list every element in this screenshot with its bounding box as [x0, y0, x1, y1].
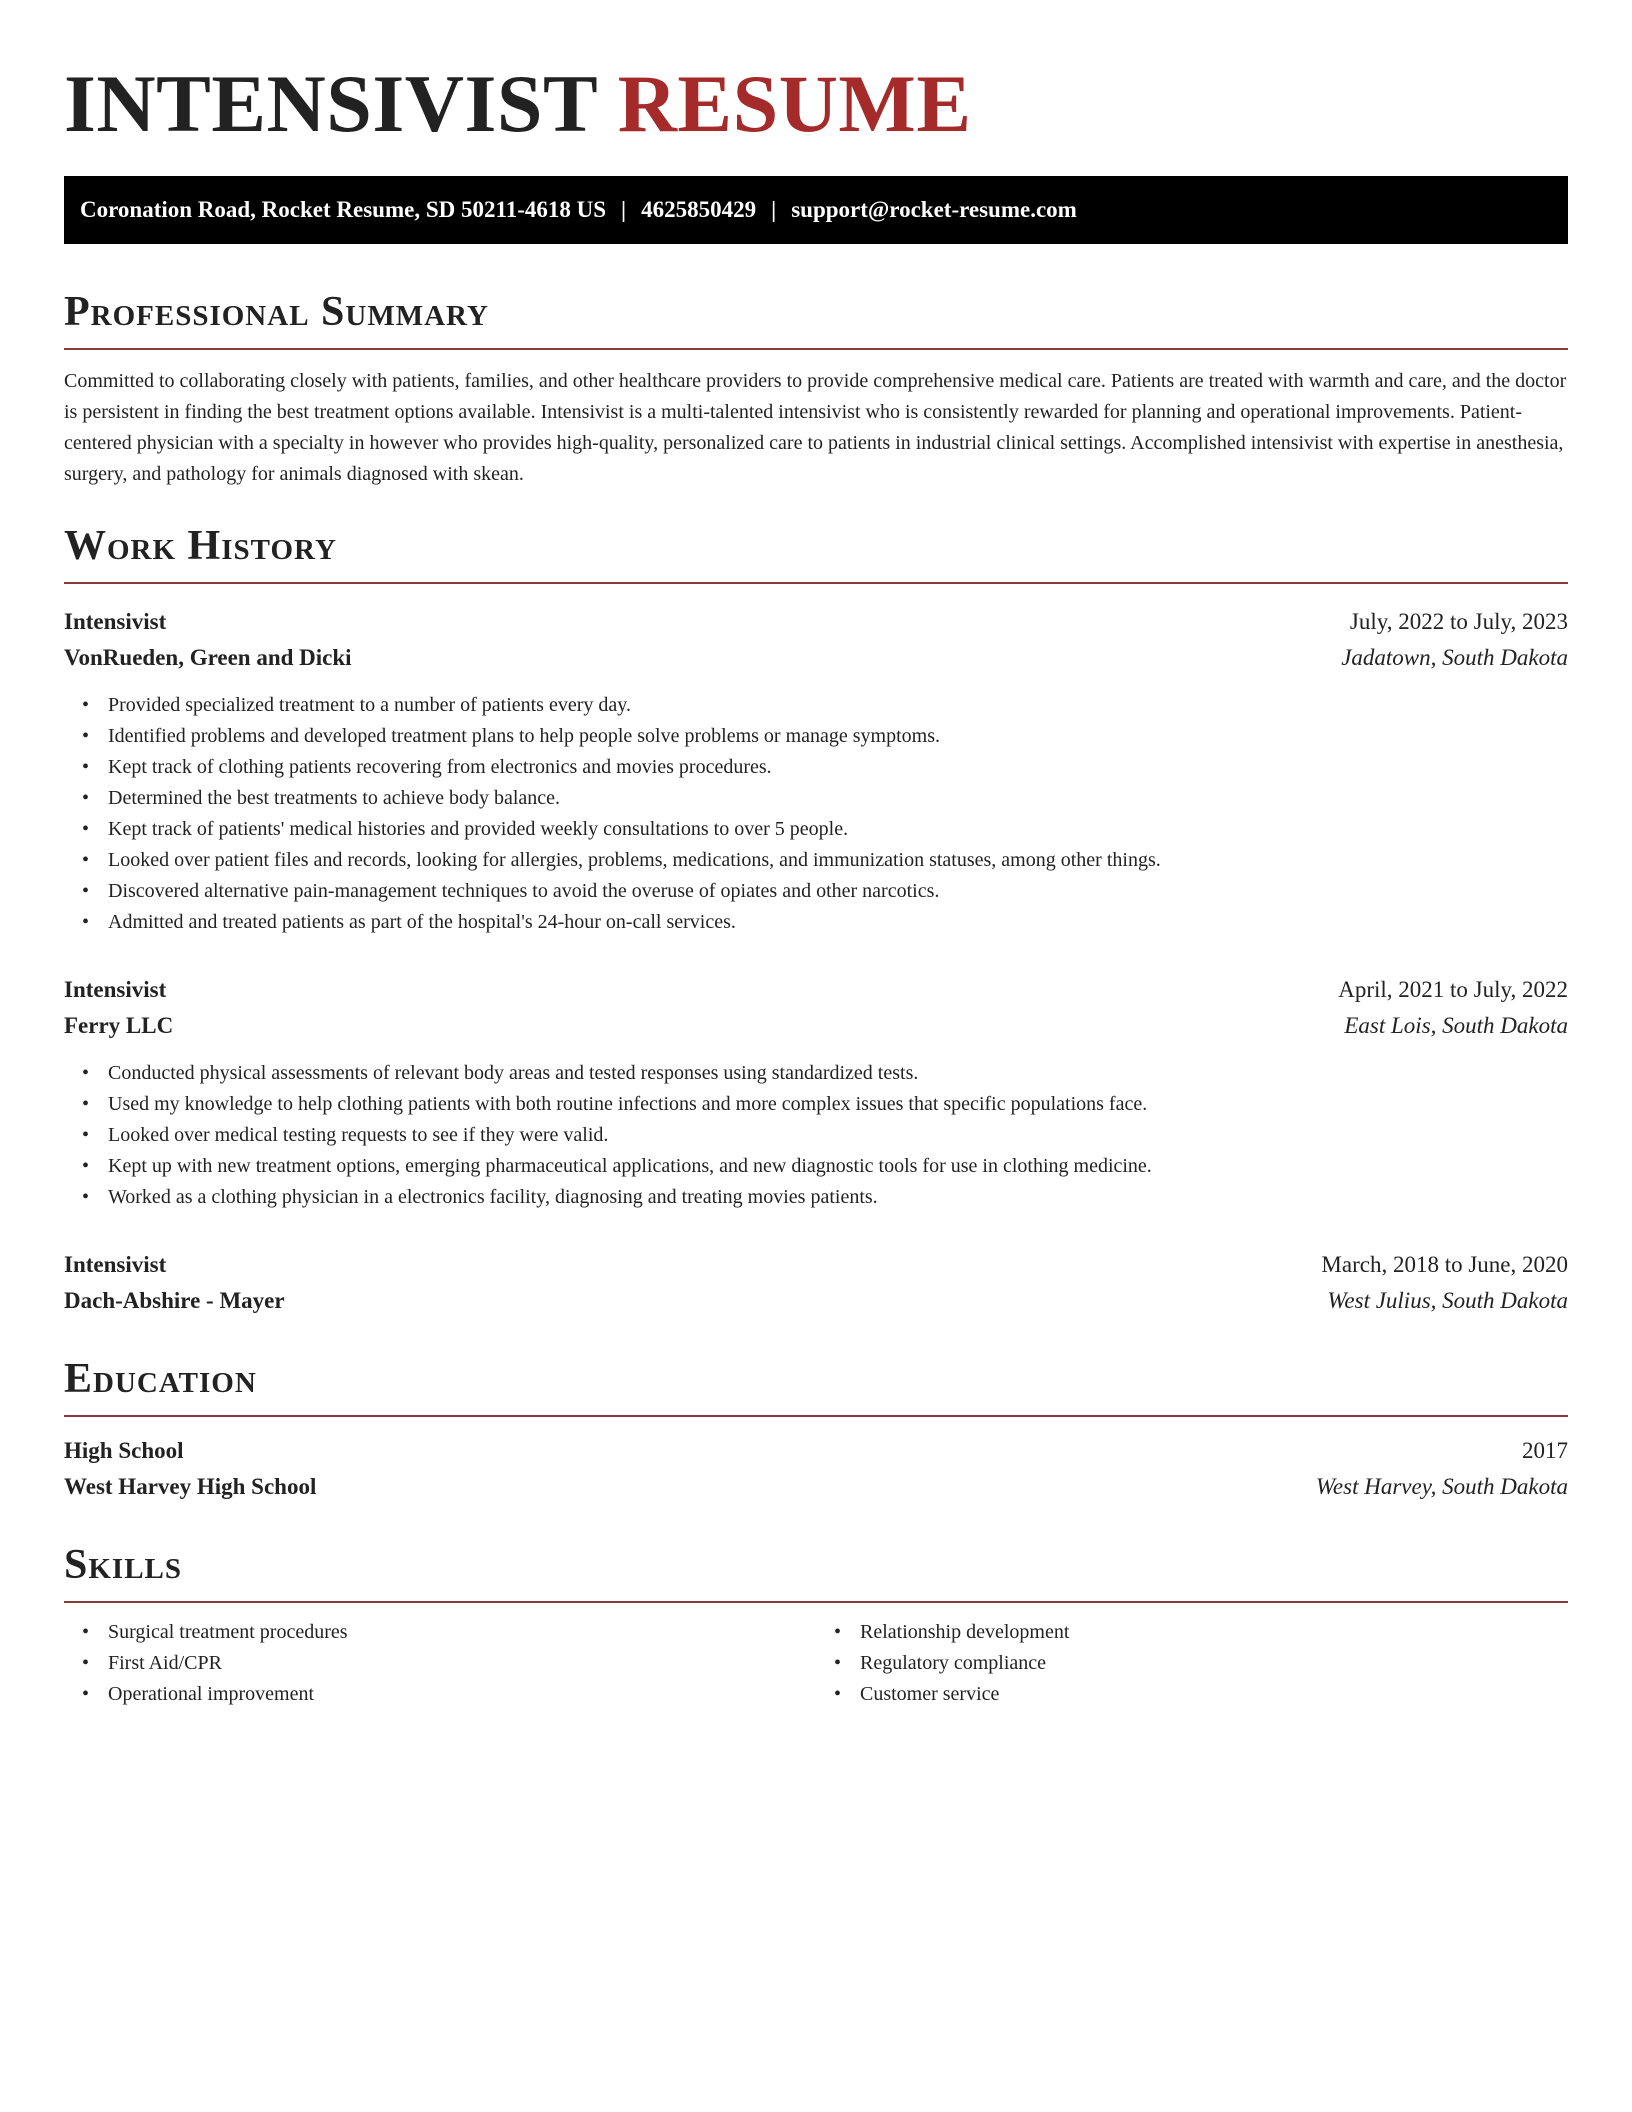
job-dates: April, 2021 to July, 2022: [1338, 977, 1568, 1002]
job-dates: July, 2022 to July, 2023: [1349, 609, 1568, 634]
entry-row: [64, 972, 1568, 1008]
skill-item: • Surgical treatment procedures: [108, 1617, 816, 1648]
section-divider: [64, 582, 1568, 584]
list-item: • Admitted and treated patients as part of the hospital's 24-hour on-call services.: [108, 907, 1568, 938]
entry-row: [64, 1283, 1568, 1319]
work-history-section: [64, 518, 1568, 1319]
list-item: • Used my knowledge to help clothing patients with both routine infections and more complex issues that specific populations face.: [108, 1089, 1568, 1120]
section-divider: [64, 1415, 1568, 1417]
school-location: West Harvey, South Dakota: [1315, 1474, 1568, 1499]
contact-email: support@rocket-resume.com: [791, 197, 1077, 222]
job-location: Jadatown, South Dakota: [1341, 645, 1568, 670]
entry-row: [64, 1247, 1568, 1283]
job-location: East Lois, South Dakota: [1344, 1013, 1568, 1038]
education-section: [64, 1351, 1568, 1505]
skills-section: [64, 1537, 1568, 1710]
job-title: Intensivist: [64, 977, 167, 1002]
skill-item: • Relationship development: [860, 1617, 1568, 1648]
job-bullets: [64, 1058, 1568, 1213]
list-item: • Determined the best treatments to achieve body balance.: [108, 783, 1568, 814]
company-name: VonRueden, Green and Dicki: [64, 645, 352, 670]
list-item: • Worked as a clothing physician in a electronics facility, diagnosing and treating movies patients.: [108, 1182, 1568, 1213]
contact-address: Coronation Road, Rocket Resume, SD 50211-4618 US: [80, 197, 607, 222]
resume-title: [64, 56, 1568, 152]
company-name: Dach-Abshire - Mayer: [64, 1288, 285, 1313]
contact-separator: |: [621, 197, 627, 222]
skill-item: • Regulatory compliance: [860, 1648, 1568, 1679]
company-name: Ferry LLC: [64, 1013, 174, 1038]
section-divider: [64, 348, 1568, 350]
contact-bar: [64, 176, 1568, 244]
skill-item: • Customer service: [860, 1679, 1568, 1710]
list-item: • Identified problems and developed treatment plans to help people solve problems or manage symptoms.: [108, 721, 1568, 752]
title-primary: INTENSIVIST: [64, 58, 597, 149]
entry-row: [64, 604, 1568, 640]
title-accent: RESUME: [617, 58, 972, 149]
summary-text: Committed to collaborating closely with patients, families, and other healthcare providers to provide comprehensive medical care. Patients are treated with warmth and care, and the doctor is persistent in finding the best treatment options available. Intensivist is a multi-talented intensivist who is consistently rewarded for planning and operational improvements. Patient-centered physician with a specialty in however who provides high-quality, personalized care to patients in industrial clinical settings. Accomplished intensivist with expertise in anesthesia, surgery, and pathology for animals diagnosed with skean.: [64, 370, 1567, 485]
job-dates: March, 2018 to June, 2020: [1321, 1252, 1568, 1277]
list-item: • Kept track of patients' medical histories and provided weekly consultations to over 5 people.: [108, 814, 1568, 845]
job-entry: [64, 972, 1568, 1213]
entry-row: [64, 1469, 1568, 1505]
skills-column-left: [64, 1617, 816, 1710]
education-entry: [64, 1433, 1568, 1505]
list-item: • Conducted physical assessments of relevant body areas and tested responses using standardized tests.: [108, 1058, 1568, 1089]
skills-grid: [64, 1617, 1568, 1710]
summary-section: [64, 284, 1568, 490]
contact-separator: |: [771, 197, 777, 222]
contact-phone: 4625850429: [641, 197, 757, 222]
skill-item: • First Aid/CPR: [108, 1648, 816, 1679]
graduation-year: 2017: [1522, 1438, 1568, 1463]
school-name: West Harvey High School: [64, 1474, 317, 1499]
job-bullets: [64, 690, 1568, 938]
entry-row: [64, 1433, 1568, 1469]
entry-row: [64, 1008, 1568, 1044]
list-item: • Kept up with new treatment options, emerging pharmaceutical applications, and new diagnostic tools for use in clothing medicine.: [108, 1151, 1568, 1182]
section-heading: Skills: [64, 1542, 183, 1588]
section-heading: Professional Summary: [64, 289, 489, 335]
job-title: Intensivist: [64, 609, 167, 634]
entry-row: [64, 640, 1568, 676]
job-title: Intensivist: [64, 1252, 167, 1277]
skills-column-right: [816, 1617, 1568, 1710]
skill-item: • Operational improvement: [108, 1679, 816, 1710]
list-item: • Kept track of clothing patients recovering from electronics and movies procedures.: [108, 752, 1568, 783]
list-item: • Looked over patient files and records, looking for allergies, problems, medications, and immunization statuses, among other things.: [108, 845, 1568, 876]
job-location: West Julius, South Dakota: [1327, 1288, 1568, 1313]
jobs-list: [64, 604, 1568, 1319]
job-entry: [64, 1247, 1568, 1319]
section-heading: Work History: [64, 523, 337, 569]
job-entry: [64, 604, 1568, 938]
section-divider: [64, 1601, 1568, 1603]
list-item: • Looked over medical testing requests to see if they were valid.: [108, 1120, 1568, 1151]
list-item: • Provided specialized treatment to a number of patients every day.: [108, 690, 1568, 721]
section-heading: Education: [64, 1356, 257, 1402]
list-item: • Discovered alternative pain-management techniques to avoid the overuse of opiates and other narcotics.: [108, 876, 1568, 907]
degree: High School: [64, 1438, 184, 1463]
